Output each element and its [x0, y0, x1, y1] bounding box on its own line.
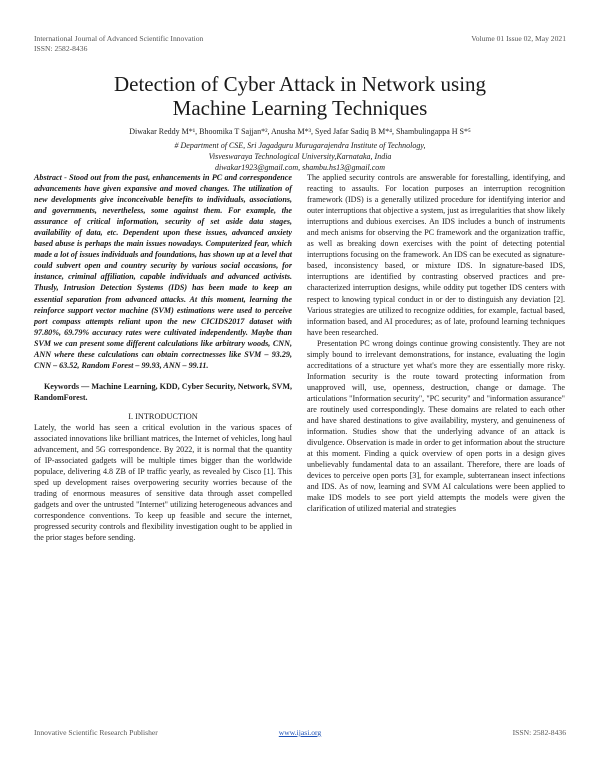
title-line-2: Machine Learning Techniques	[172, 96, 428, 120]
body-paragraph-1: The applied security controls are answerable for forestalling, identifying, and reacting to assaults. For location purposes an interruption recognition framework (IDS) is a generally utilized procedure for identifying interior and outer interruptions that objective a system, just as irregularities that show likely interruptions and dubious exercises. An IDS includes a bunch of instruments and mech anisms for observing the PC framework and the organization traffic, as well as breaking down exercises with the point of detecting potential interruptions focusing on the framework. An IDS can be executed as signature-based, inconsistency based, or mixture IDS. In signature-based IDS, interruptions are identified by contrasting observed practices and pre-characterized interruption designs, while oddity put together IDS centers with respect to knowing typical conduct in or der to distinguish any deviation [2]. Various strategies are utilized to recognize oddities, for example, factual based, information based, and AI procedures; as of late, profound learning techniques have been researched.	[307, 173, 565, 337]
keywords: Keywords — Machine Learning, KDD, Cyber Security, Network, SVM, RandomForest.	[34, 381, 292, 402]
affiliation	[0, 140, 600, 173]
page-header-left	[34, 34, 203, 54]
title-line-1: Detection of Cyber Attack in Network using	[113, 72, 487, 96]
footer-issn: ISSN: 2582-8436	[512, 728, 566, 737]
journal-issn: ISSN: 2582-8436	[34, 44, 88, 53]
footer-url-wrap	[0, 728, 600, 737]
section-heading-introduction: I. INTRODUCTION	[128, 411, 198, 421]
affiliation-line-2: Visveswaraya Technological University,Karnataka, India	[208, 152, 392, 161]
journal-name: International Journal of Advanced Scientific Innovation	[34, 34, 204, 43]
left-column	[34, 172, 292, 544]
journal-volume: Volume 01 Issue 02, May 2021	[471, 34, 566, 43]
author-emails: diwakar1923@gmail.com, shambu.hs13@gmail.com	[214, 163, 386, 172]
author-list: Diwakar Reddy M*¹, Bhoomika T Sajjan*², Anusha M*³, Syed Jafar Sadiq B M*⁴, Shambulingappa H S*⁵	[129, 127, 471, 136]
body-paragraph-2: Presentation PC wrong doings continue growing consistently. They are not simply bound to irrelevant demonstrations, for instance, evaluating the login accreditations of a structure yet what's more they are essentially more risky. Information security is the route toward protecting information from unapproved will, use, openness, destruction, change or damage. The articulations "Information security", "PC security" and "information assurance" are routinely used correspondingly. These domains are related to each other and have shared destinations to give availability, mystery, and genuineness of information. Studies show that the underlying advance of an attack is divulgence. Observation is made in order to get information about the structure at this moment. Finding a quick overview of open ports in a design gives unbelievably fundamental data to an assailant. Therefore, there are loads of devices to perceive open ports [3], for example, subterranean insect infections and IDS. As of now, learning and SVM AI calculations were been applied to make IDS models to see port yield attempts the models were given the clarification of utilized material and strategies	[307, 338, 565, 514]
footer-publisher: Innovative Scientific Research Publisher	[34, 728, 158, 737]
abstract: Abstract - Stood out from the past, enhancements in PC and correspondence advancements have given expansive and moved changes. The utilization of new developments give inconceivable benefits to individuals, associations, and governments, nevertheless, some against them. For example, the assurance of critical information, security of set aside data stages, availability of data, etc. Dependent upon these issues, advanced anxiety based abuse is perhaps the main issues nowadays. Computerized fear, which made a lot of issues individuals and foundations, has shown up at a level that could subvert open and country security by various social occasions, for instance, criminal affiliation, capable individuals and advanced activists. Thusly, Intrusion Detection Systems (IDS) has been made to keep an essential separation from advanced attacks. At this moment, learning the reinforce support vector machine (SVM) estimations were used to perceive port compass attempts reliant upon the new CICIDS2017 dataset with 97.80%, 69.79% accuracy rates were cultivated independently. Maybe than SVM we can present some different calculations like arbitrary woods, CNN, ANN where these calculations can obtain correctnesses like SVM – 93.29, CNN – 63.52, Random Forest – 99.93, ANN – 99.11.	[34, 173, 292, 370]
footer-url-link[interactable]: www.ijasi.org	[278, 728, 322, 737]
paper-title	[0, 72, 600, 120]
affiliation-line-1: # Department of CSE, Sri Jagadguru Murugarajendra Institute of Technology,	[174, 141, 426, 150]
right-column	[307, 172, 565, 514]
introduction-paragraph: Lately, the world has seen a critical evolution in the various spaces of associated innovations like brilliant matrices, the Internet of vehicles, long haul advancement, and 5G correspondence. By 2022, it is normal that the quantity of IP-associated gadgets will be multiple times bigger than the worldwide populace, delivering 4.8 ZB of IP traffic yearly, as revealed by Cisco [1]. This sped up development raises overpowering security worries because of the trading of enormous measures of sensitive data through asset compelled gadgets and over the untrusted "Internet" utilizing heterogeneous advances and correspondence conventions. To keep up feasible and secure the internet, progressed security controls and flexibility investigation ought to be applied in the prior stages before sending.	[34, 422, 292, 543]
